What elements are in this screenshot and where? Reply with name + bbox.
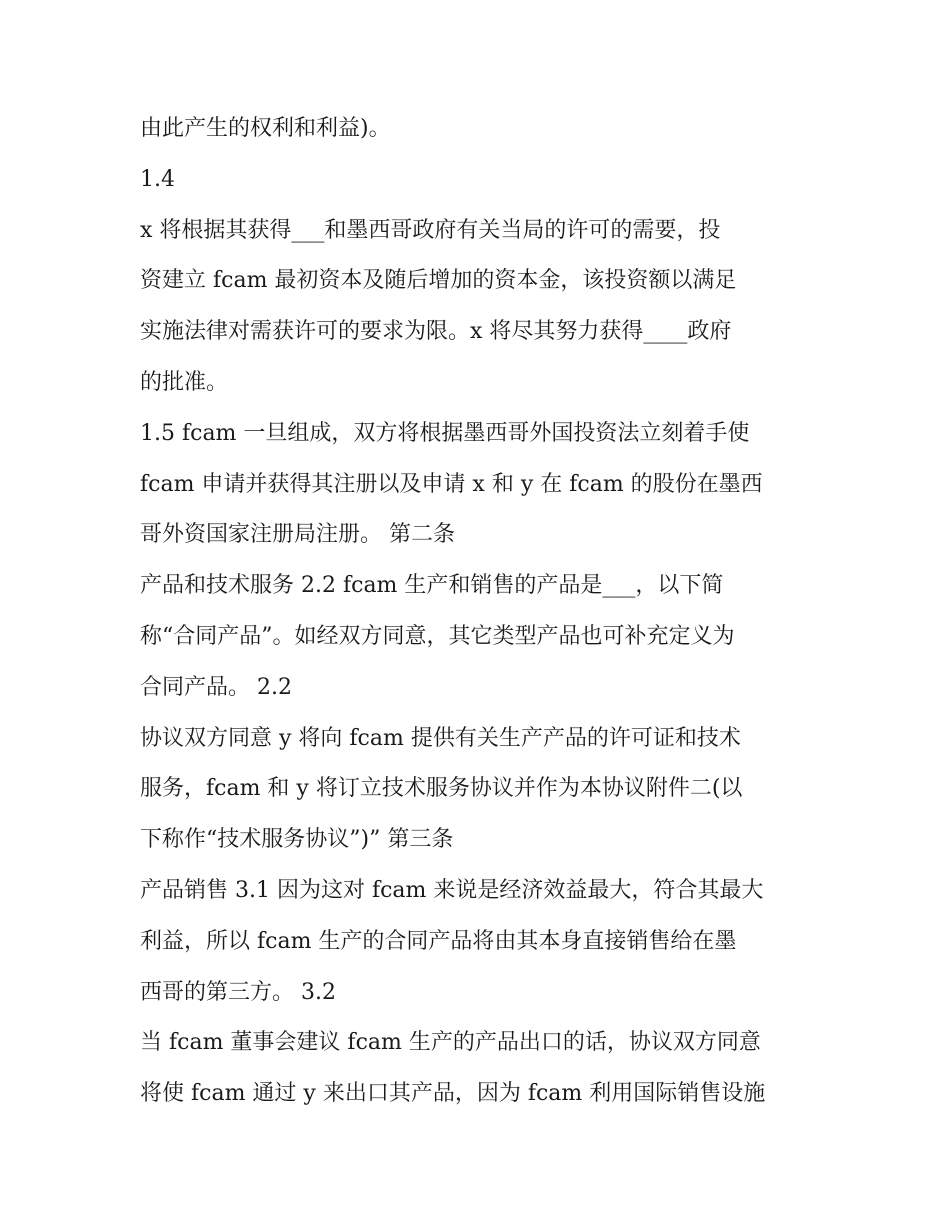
text-line: 称“合同产品”。如经双方同意，其它类型产品也可补充定义为	[140, 623, 735, 649]
document-body	[140, 104, 820, 1120]
text-line: 由此产生的权利和利益)。	[140, 116, 391, 141]
text-line: 当 fcam 董事会建议 fcam 生产的产品出口的话，协议双方同意	[140, 1030, 761, 1056]
text-line: 产品销售 3.1 因为这对 fcam 来说是经济效益最大，符合其最大	[140, 877, 764, 903]
text-line: 产品和技术服务 2.2 fcam 生产和销售的产品是___，以下简	[140, 573, 724, 599]
text-line: 1.5 fcam 一旦组成，双方将根据墨西哥外国投资法立刻着手使	[140, 420, 750, 446]
text-line: 协议双方同意 y 将向 fcam 提供有关生产产品的许可证和技术	[140, 725, 741, 751]
section-number: 1.4	[140, 166, 175, 192]
text-line: 资建立 fcam 最初资本及随后增加的资本金，该投资额以满足	[140, 268, 737, 294]
text-line: 将使 fcam 通过 y 来出口其产品，因为 fcam 利用国际销售设施	[140, 1081, 766, 1107]
text-line: 西哥的第三方。 3.2	[140, 979, 336, 1005]
text-line: 合同产品。 2.2	[140, 674, 292, 700]
text-line: x 将根据其获得___和墨西哥政府有关当局的许可的需要，投	[140, 217, 721, 243]
text-line: 下称作“技术服务协议”)” 第三条	[140, 827, 454, 853]
text-line: fcam 申请并获得其注册以及申请 x 和 y 在 fcam 的股份在墨西	[140, 471, 763, 497]
text-line: 的批准。	[140, 369, 229, 395]
text-line: 实施法律对需获许可的要求为限。x 将尽其努力获得____政府	[140, 319, 732, 345]
text-line: 利益，所以 fcam 生产的合同产品将由其本身直接销售给在墨	[140, 928, 737, 954]
text-line: 服务，fcam 和 y 将订立技术服务协议并作为本协议附件二(以	[140, 776, 743, 802]
text-line: 哥外资国家注册局注册。 第二条	[140, 522, 455, 548]
